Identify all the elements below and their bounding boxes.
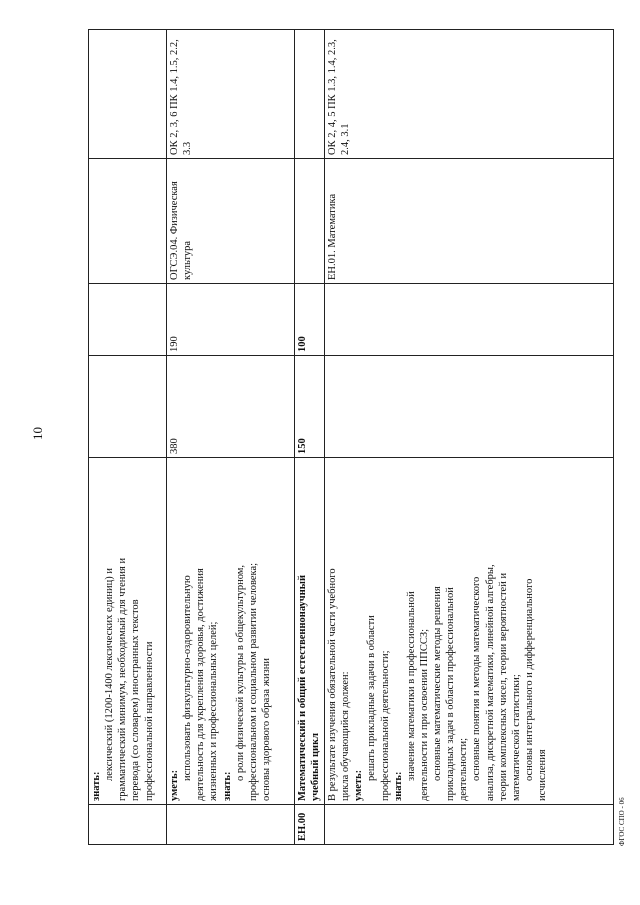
competencies-cell: ОК 2, 4, 5 ПК 1.3, 1.4, 2.3, 2.4, 3.1 xyxy=(325,30,614,159)
requirements-text-cell xyxy=(89,458,167,805)
page-number: 10 xyxy=(30,427,45,440)
competencies-cell xyxy=(295,30,325,159)
requirement-line: знать: xyxy=(221,771,233,801)
max-hours-cell xyxy=(89,356,167,458)
table-row xyxy=(167,30,295,845)
discipline-cell: ЕН.01. Математика xyxy=(325,159,614,284)
requirement-line: деятельности; xyxy=(458,737,470,801)
requirement-line: профессиональной деятельности; xyxy=(379,650,391,801)
max-hours-cell xyxy=(325,356,614,458)
discipline-cell xyxy=(295,159,325,284)
requirement-line: математической статистики; xyxy=(510,674,522,801)
cycle-index-cell: ЕН.00 xyxy=(295,805,325,845)
discipline-cell xyxy=(89,159,167,284)
requirement-line: основные математические методы решения xyxy=(432,586,443,781)
requirement-line: учебный цикл xyxy=(310,732,322,801)
cycle-index-cell xyxy=(89,805,167,845)
requirements-text-cell xyxy=(325,458,614,805)
requirement-line: деятельности и при освоении ППССЗ; xyxy=(418,628,430,801)
requirement-line: основы здорового образа жизни xyxy=(260,658,272,801)
requirement-line: Математический и общий естественнонаучный xyxy=(297,574,308,801)
requirement-line: профессиональной направленности xyxy=(143,641,155,801)
requirement-line: грамматический минимум, необходимый для чтения и xyxy=(117,557,129,801)
requirement-line: прикладных задач в области профессиональной xyxy=(445,587,457,801)
requirement-line: теории комплексных чисел, теории вероятностей и xyxy=(497,572,509,801)
cycle-index-cell xyxy=(167,805,295,845)
requirement-line: деятельность для укрепления здоровья, достижения xyxy=(195,568,207,801)
requirement-line: основы интегрального и дифференциального xyxy=(523,578,535,781)
table-row xyxy=(89,30,167,845)
max-hours-cell: 380 xyxy=(167,356,295,458)
table-row xyxy=(325,30,614,845)
requirements-text-cell xyxy=(295,458,325,805)
obligatory-hours-cell xyxy=(325,284,614,356)
footer-label: ФГОС СПО - 06 xyxy=(618,797,626,846)
requirement-line: решать прикладные задачи в области xyxy=(366,615,378,781)
competencies-cell: ОК 2, 3, 6 ПК 1.4, 1.5, 2.2, 3.3 xyxy=(167,30,295,159)
max-hours-cell: 150 xyxy=(295,356,325,458)
requirement-line: лексический (1200-1400 лексических единиц) и xyxy=(104,567,116,781)
requirement-line: уметь: xyxy=(353,769,365,801)
requirement-line: цикла обучающийся должен: xyxy=(340,671,352,801)
obligatory-hours-cell: 190 xyxy=(167,284,295,356)
competencies-cell xyxy=(89,30,167,159)
requirement-line: исчисления xyxy=(537,749,548,801)
obligatory-hours-cell xyxy=(89,284,167,356)
requirement-line: основные понятия и методы математического xyxy=(471,576,483,781)
requirement-line: В результате изучения обязательной части учебного xyxy=(327,568,338,801)
requirement-line: уметь: xyxy=(169,769,180,801)
requirement-line: знать: xyxy=(392,771,404,801)
discipline-cell: ОГСЭ.04. Физическая культура xyxy=(167,159,295,284)
obligatory-hours-cell: 100 xyxy=(295,284,325,356)
requirement-line: жизненных и профессиональных целей; xyxy=(208,621,220,801)
curriculum-table xyxy=(88,29,614,845)
requirement-line: о роли физической культуры в общекультурном, xyxy=(234,564,246,781)
cycle-index-cell xyxy=(325,805,614,845)
requirement-line: использовать физкультурно-оздоровительную xyxy=(182,575,194,781)
requirements-text-cell xyxy=(167,458,295,805)
requirement-line: анализа, дискретной математики, линейной алгебры, xyxy=(484,564,496,801)
requirement-line: знать: xyxy=(91,771,102,801)
table-row xyxy=(295,30,325,845)
curriculum-table-rotated xyxy=(88,30,613,845)
requirement-line: перевода (со словарем) иностранных текстов xyxy=(130,599,142,801)
requirement-line: профессиональном и социальном развитии человека; xyxy=(247,562,259,801)
requirement-line: значение математики в профессиональной xyxy=(405,591,417,781)
